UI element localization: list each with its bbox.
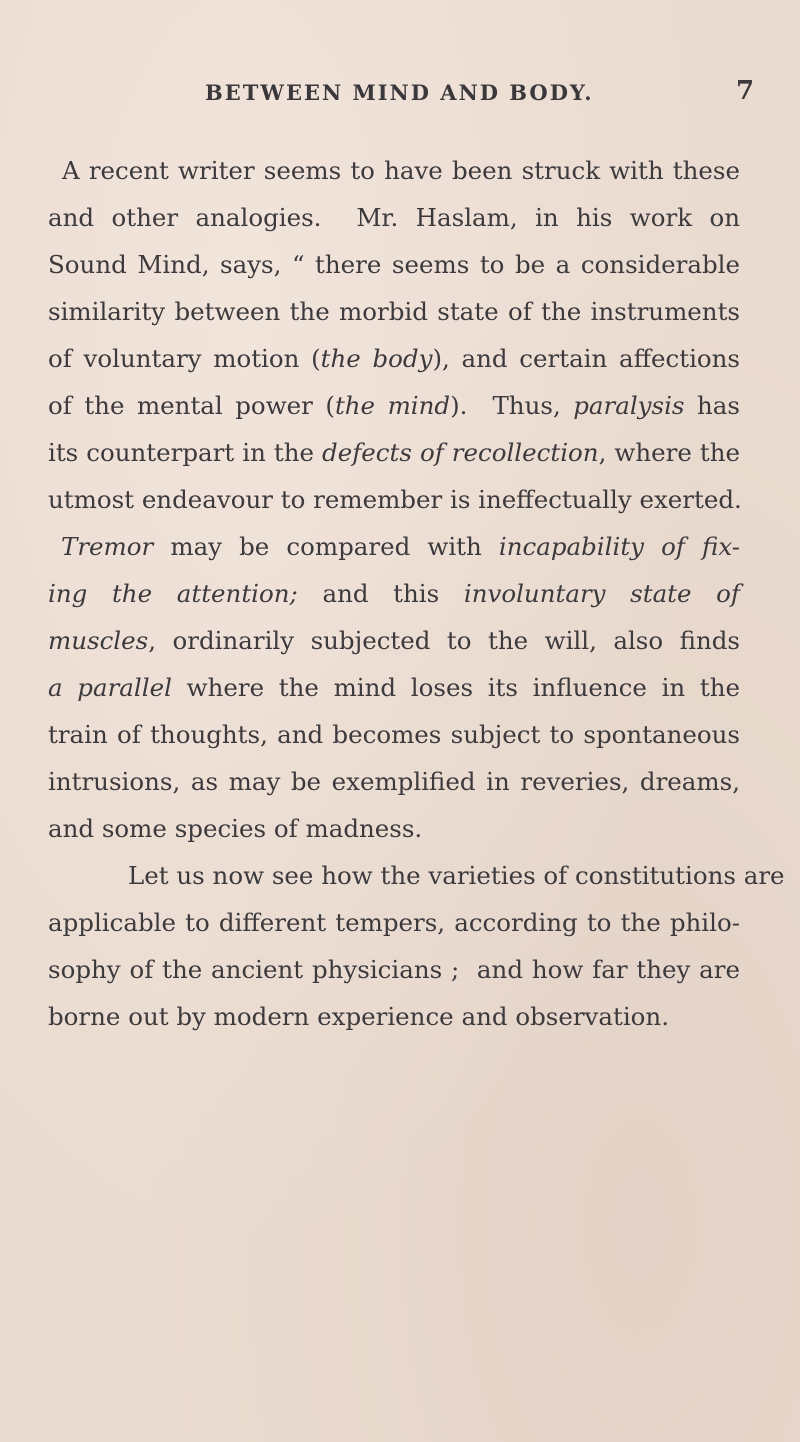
text-run: and other analogies. Mr. Haslam, in his work on (48, 203, 740, 232)
italic-text: a parallel (48, 673, 172, 702)
text-run: and some species of madness. (48, 814, 423, 843)
text-run: train of thoughts, and becomes subject to spontaneous (48, 720, 740, 749)
body-text (48, 147, 785, 1040)
text-line (48, 288, 740, 335)
text-line (48, 194, 740, 241)
text-run: , ordinarily subjected to the will, also finds (148, 626, 740, 655)
text-run: applicable to different tempers, according to the philo- (48, 908, 740, 937)
text-line (48, 523, 740, 570)
text-line (48, 570, 740, 617)
text-run: has (684, 391, 740, 420)
text-run: sophy of the ancient physicians ; and how far they are (48, 955, 740, 984)
text-run: borne out by modern experience and observation. (48, 1002, 669, 1031)
italic-text: incapability of fix- (498, 532, 741, 561)
text-line (48, 664, 740, 711)
text-line (48, 993, 740, 1040)
paragraph-1 (48, 147, 740, 852)
text-run: Sound Mind, says, “ there seems to be a considerable (48, 250, 740, 279)
text-line (48, 852, 785, 899)
text-run: of voluntary motion ( (48, 344, 321, 373)
text-line (48, 711, 740, 758)
text-run: utmost endeavour to remember is ineffectually exerted. (48, 485, 742, 514)
text-run: where the mind loses its influence in the (171, 673, 741, 702)
text-line (48, 758, 740, 805)
page-number: 7 (736, 76, 755, 106)
text-line (48, 335, 740, 382)
text-run: intrusions, as may be exemplified in reveries, dreams, (48, 767, 740, 796)
italic-text: ing the attention; (48, 579, 298, 608)
text-run: of the mental power ( (48, 391, 335, 420)
text-line (48, 805, 740, 852)
text-line (48, 946, 740, 993)
text-run: ). Thus, (450, 391, 574, 420)
text-line (48, 241, 740, 288)
text-line (48, 899, 740, 946)
text-run: similarity between the morbid state of the instruments (48, 297, 740, 326)
text-line (48, 429, 740, 476)
text-run: and this (297, 579, 464, 608)
italic-text: involuntary state of (463, 579, 741, 608)
text-run: may be compared with (153, 532, 499, 561)
running-head: BETWEEN MIND AND BODY. (205, 80, 594, 105)
text-line (48, 382, 740, 429)
text-run: its counterpart in the (48, 438, 323, 467)
italic-text: paralysis (573, 391, 685, 420)
text-line (48, 476, 740, 523)
italic-text: Tremor (61, 532, 154, 561)
paragraph-2 (48, 852, 785, 1040)
text-run: , where the (598, 438, 740, 467)
text-run: ), and certain affections (432, 344, 741, 373)
italic-text: muscles (48, 626, 149, 655)
text-line (48, 147, 740, 194)
text-line (48, 617, 740, 664)
text-run: Let us now see how the varieties of constitutions are (128, 861, 785, 890)
italic-text: defects of recollection (322, 438, 599, 467)
italic-text: the mind (334, 391, 451, 420)
text-run: A recent writer seems to have been struck with these (62, 156, 740, 185)
italic-text: the body (320, 344, 433, 373)
